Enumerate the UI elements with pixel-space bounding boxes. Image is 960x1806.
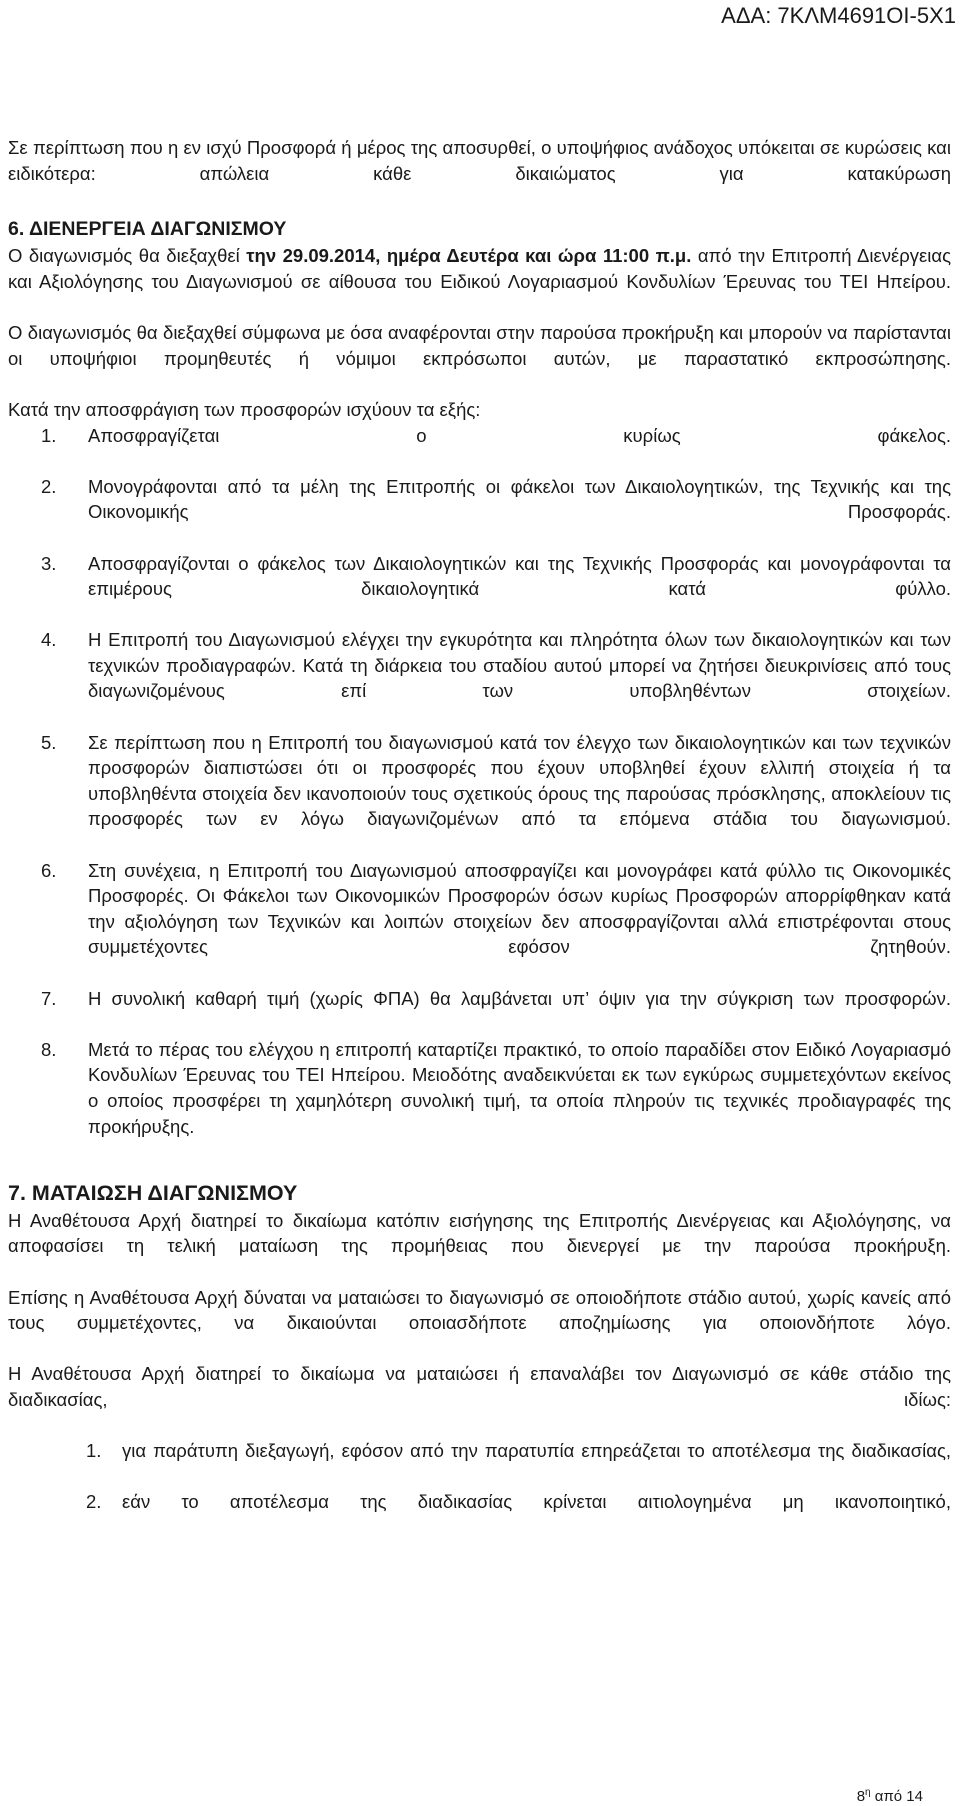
list-item-text: Η συνολική καθαρή τιμή (χωρίς ΦΠΑ) θα λαμβάνεται υπ’ όψιν για την σύγκριση των προσφορών. <box>88 987 951 1009</box>
list-item <box>8 986 951 1037</box>
list-item-number: 1. <box>41 424 57 446</box>
cancellation-paragraph-3: Η Αναθέτουσα Αρχή διατηρεί το δικαίωμα να ματαιώσει ή επαναλάβει τον Διαγωνισμό σε κάθε στάδιο της διαδικασίας, ιδίως: <box>8 1363 951 1410</box>
list-item-number: 1. <box>86 1440 102 1462</box>
list-item-text: Μονογράφονται από τα μέλη της Επιτροπής οι φάκελοι των Δικαιολογητικών, της Τεχνικής και της Οικονομικής Προσφοράς. <box>88 475 951 523</box>
list-item-text: Η Επιτροπή του Διαγωνισμού ελέγχει την εγκυρότητα και πληρότητα όλων των δικαιολογητικών και των τεχνικών προδιαγραφών. Κατά τη διάρκεια του σταδίου αυτού μπορεί να ζητήσει διευκρινίσεις από τους διαγωνιζομένους επί των υποβληθέντων στοιχείων. <box>88 629 951 702</box>
list-item-number: 8. <box>41 1038 57 1060</box>
list-item-number: 5. <box>41 731 57 753</box>
list-item-text: Στη συνέχεια, η Επιτροπή του Διαγωνισμού αποσφραγίζει και μονογράφει κατά φύλλο τις Οικονομικές Προσφορές. Οι Φάκελοι των Οικονομικών Προσφορών όσων κυρίως Προσφορών απορρίφθηκαν κατά την αξιολόγηση των Τεχνικών και λοιπών στοιχείων δεν αποσφραγίζονται αλλά επιστρέφονται στους συμμετέχοντες εφόσον ζητηθούν. <box>88 859 951 958</box>
list-item <box>8 423 951 474</box>
page-number <box>857 1784 923 1806</box>
list-item <box>8 627 951 729</box>
page-total: από 14 <box>870 1788 923 1805</box>
section-6-heading: 6. ΔΙΕΝΕΡΓΕΙΑ ΔΙΑΓΩΝΙΣΜΟΥ <box>8 217 287 240</box>
session-date-suffix: από την Επιτροπή Διενέργειας και Αξιολόγησης του Διαγωνισμού σε αίθουσα του Ειδικού Λογαριασμού Κονδυλίων Έρευνας του ΤΕΙ Ηπείρου. <box>8 245 951 292</box>
list-item-number: 2. <box>41 475 57 497</box>
section-7-heading: 7. ΜΑΤΑΙΩΣΗ ΔΙΑΓΩΝΙΣΜΟΥ <box>8 1180 298 1205</box>
cancellation-reasons-list <box>8 1438 951 1540</box>
session-date: την 29.09.2014, ημέρα Δευτέρα και ώρα 11:00 π.μ. <box>246 245 692 267</box>
list-item-text: Αποσφραγίζονται ο φάκελος των Δικαιολογητικών και της Τεχνικής Προσφοράς και μονογράφονται τα επιμέρους δικαιολογητικά κατά φύλλο. <box>88 552 951 600</box>
list-item-number: 4. <box>41 629 57 651</box>
list-item-text: Σε περίπτωση που η Επιτροπή του διαγωνισμού κατά τον έλεγχο των δικαιολογητικών και των τεχνικών προσφορών διαπιστώσει ότι οι προσφορές που έχουν υποβληθεί έχουν ελλιπή στοιχεία ή τα υποβληθέντα στοιχεία δεν ικανοποιούν τους σχετικούς όρους της παρούσας πρόσκλησης, αποκλείουν τις προσφορές των εν λόγω διαγωνιζομένων από τα επόμενα στάδια του διαγωνισμού. <box>88 731 951 830</box>
intro-paragraph: Σε περίπτωση που η εν ισχύ Προσφορά ή μέρος της αποσυρθεί, ο υποψήφιος ανάδοχος υπόκειται σε κυρώσεις και ειδικότερα: απώλεια κάθε δικαιώματος για κατακύρωση <box>8 137 951 184</box>
list-item-text: Αποσφραγίζεται ο κυρίως φάκελος. <box>88 424 951 446</box>
procedure-paragraph: Ο διαγωνισμός θα διεξαχθεί σύμφωνα με όσα αναφέρονται στην παρούσα προκήρυξη και μπορούν να παρίστανται οι υποψήφιοι προμηθευτές ή νόμιμοι εκπρόσωποι αυτών, με παραστατικό εκπροσώπησης. <box>8 322 951 369</box>
list-item <box>8 1438 951 1489</box>
opening-steps-list <box>8 423 951 1165</box>
list-item-text: εάν το αποτέλεσμα της διαδικασίας κρίνεται αιτιολογημένα μη ικανοποιητικό, <box>122 1491 951 1513</box>
list-item <box>8 730 951 858</box>
list-item <box>8 551 951 628</box>
list-item-text: για παράτυπη διεξαγωγή, εφόσον από την παρατυπία επηρεάζεται το αποτέλεσμα της διαδικασίας, <box>122 1440 951 1462</box>
list-item <box>8 474 951 551</box>
list-item-text: Μετά το πέρας του ελέγχου η επιτροπή καταρτίζει πρακτικό, το οποίο παραδίδει στον Ειδικό Λογαριασμό Κονδυλίων Έρευνας του ΤΕΙ Ηπείρου. Μειοδότης αναδεικνύεται εκ των εγκύρως συμμετεχόντων εκείνος ο οποίος προσφέρει τη χαμηλότερη συνολική τιμή, τα οποία πληρούν τις τεχνικές προδιαγραφές της προκήρυξης. <box>88 1038 951 1137</box>
list-item <box>8 1037 951 1165</box>
page-number-suffix: η <box>865 1787 871 1798</box>
cancellation-paragraph-2: Επίσης η Αναθέτουσα Αρχή δύναται να ματαιώσει το διαγωνισμό σε οποιοδήποτε στάδιο αυτού, χωρίς κανείς από τους συμμετέχοντες, να δικαιούνται οποιασδήποτε αποζημίωσης για οποιονδήποτε λόγο. <box>8 1286 951 1334</box>
list-item-number: 6. <box>41 859 57 881</box>
session-date-paragraph <box>8 243 951 320</box>
list-item-number: 3. <box>41 552 57 574</box>
cancellation-paragraph-1: Η Αναθέτουσα Αρχή διατηρεί το δικαίωμα κατόπιν εισήγησης της Επιτροπής Διενέργειας και Αξιολόγησης, να αποφασίσει τη τελική ματαίωση της προμήθειας που διενεργεί με την παρούσα προκήρυξη. <box>8 1209 951 1257</box>
list-item <box>8 858 951 986</box>
document-body <box>8 135 951 1540</box>
page-number-value: 8 <box>856 1788 866 1805</box>
list-item <box>8 1489 951 1540</box>
list-item-number: 2. <box>86 1491 102 1513</box>
opening-paragraph: Κατά την αποσφράγιση των προσφορών ισχύουν τα εξής: <box>8 398 481 420</box>
list-item-number: 7. <box>41 987 57 1009</box>
session-date-prefix: Ο διαγωνισμός θα διεξαχθεί <box>8 245 247 267</box>
ada-code: ΑΔΑ: 7ΚΛΜ4691ΟΙ-5Χ1 <box>721 3 956 28</box>
